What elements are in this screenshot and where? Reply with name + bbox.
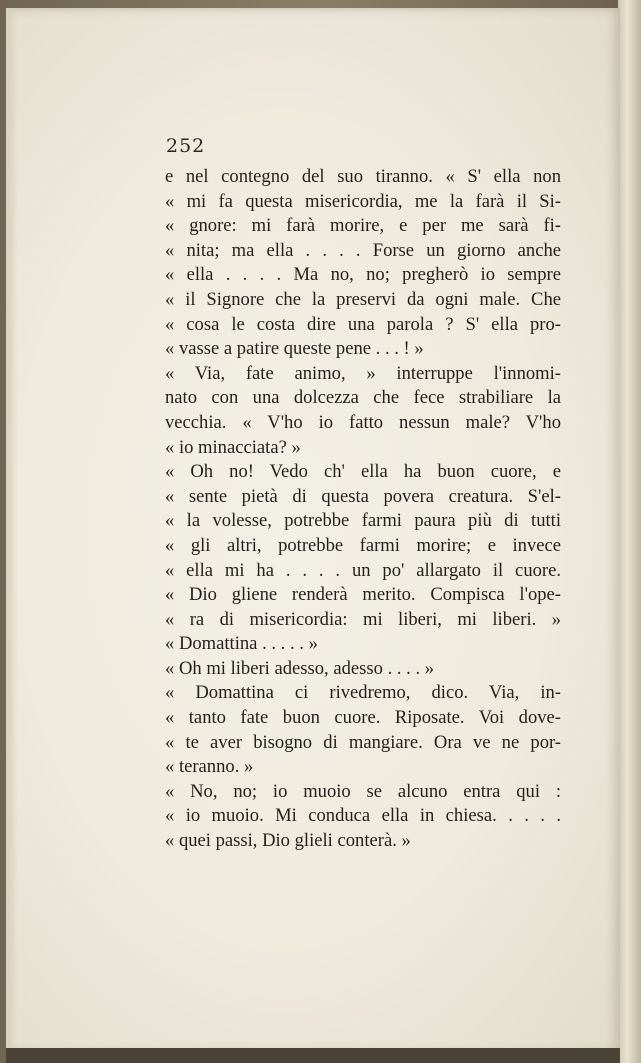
text-line: « gli altri, potrebbe farmi morire; e invece [165, 534, 561, 556]
text-line: « Via, fate animo, » interruppe l'innomi- [165, 362, 561, 384]
text-line: « Domattina . . . . . » [165, 633, 318, 655]
page-gutter-shadow [6, 8, 18, 1052]
text-line: « tanto fate buon cuore. Riposate. Voi dove- [165, 707, 561, 729]
text-line: nato con una dolcezza che fece strabiliare la [165, 387, 561, 409]
text-line: « io muoio. Mi conduca ella in chiesa. . . . . [165, 805, 561, 827]
page-number: 252 [166, 135, 206, 157]
text-line: « Oh no! Vedo ch' ella ha buon cuore, e [165, 461, 561, 483]
text-line: e nel contegno del suo tiranno. « S' ella non [165, 166, 561, 187]
next-page-edge [618, 0, 641, 1063]
text-line: « gnore: mi farà morire, e per me sarà fi- [165, 215, 561, 237]
body-text [165, 165, 561, 854]
text-line: vecchia. « V'ho io fatto nessun male? V'ho [165, 411, 561, 433]
text-line: « quei passi, Dio glieli conterà. » [165, 830, 411, 852]
text-line: « il Signore che la preservi da ogni male. Che [165, 288, 561, 310]
text-line: « ella mi ha . . . . un po' allargato il cuore. [165, 559, 561, 581]
text-line: « la volesse, potrebbe farmi paura più di tutti [165, 510, 561, 532]
text-line: « teranno. » [165, 756, 254, 778]
text-line: « ella . . . . Ma no, no; pregherò io sempre [165, 264, 561, 286]
text-line: « io minacciata? » [165, 436, 301, 458]
text-line: « nita; ma ella . . . . Forse un giorno anche [165, 239, 561, 261]
text-line: « mi fa questa misericordia, me la farà il Si- [165, 190, 561, 212]
book-bottom-edge [6, 1048, 620, 1063]
text-line: « cosa le costa dire una parola ? S' ella pro- [165, 313, 561, 335]
text-line: « Dio gliene renderà merito. Compisca l'ope- [165, 584, 561, 606]
text-line: « te aver bisogno di mangiare. Ora ve ne por- [165, 731, 561, 753]
text-line: « sente pietà di questa povera creatura. S'el- [165, 485, 561, 507]
text-line: « Domattina ci rivedremo, dico. Via, in- [165, 682, 561, 704]
text-line: « vasse a patire queste pene . . . ! » [165, 338, 424, 360]
text-line: « No, no; io muoio se alcuno entra qui : [165, 780, 561, 802]
text-line: « ra di misericordia: mi liberi, mi liberi. » [165, 608, 561, 630]
text-line: « Oh mi liberi adesso, adesso . . . . » [165, 657, 435, 679]
